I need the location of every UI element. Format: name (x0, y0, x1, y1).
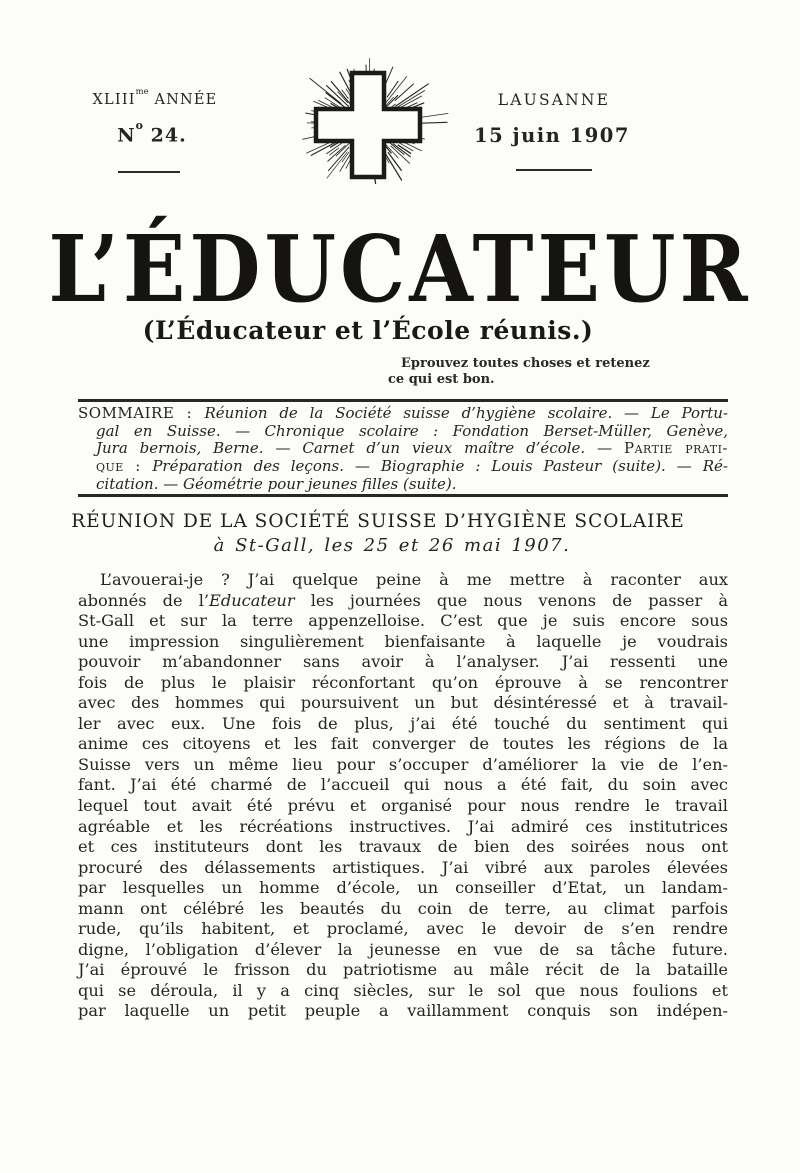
article-body-line: fant. J’ai été charmé de l’accueil qui nous a été fait, du soin avec (78, 775, 728, 795)
article-body-line: par laquelle un petit peuple a vaillamment conquis son indépen- (78, 1001, 728, 1021)
sommaire-line: gal en Suisse. — Chronique scolaire : Fondation Berset-Müller, Genève, (96, 421, 728, 440)
sommaire-block (78, 405, 728, 494)
sommaire-line: Jura bernois, Berne. — Carnet d’un vieux maître d’école. — Partie prati- (96, 439, 728, 458)
article-body-line: anime ces citoyens et les fait converger de toutes les régions de la (78, 734, 728, 754)
article-heading: RÉUNION DE LA SOCIÉTÉ SUISSE D’HYGIÈNE SCOLAIRE (71, 511, 685, 532)
article-body-line: lequel tout avait été prévu et organisé pour nous rendre le travail (78, 796, 728, 816)
sommaire-top-rule (78, 399, 728, 402)
article-body-line: abonnés de l’Educateur les journées que nous venons de passer à (78, 590, 728, 610)
issue-number (117, 119, 187, 147)
issue-date: 15 juin 1907 (474, 124, 630, 147)
article-body-line: ler avec eux. Une fois de plus, j’ai été touché du sentiment qui (78, 713, 728, 733)
article-body-line: mann ont célébré les beautés du coin de terre, au climat parfois (78, 898, 728, 918)
sommaire-line: que : Préparation des leçons. — Biographie : Louis Pasteur (suite). — Ré- (96, 457, 728, 476)
issue-letter: N (117, 124, 136, 147)
sunburst-cross-icon (278, 50, 458, 200)
issue-sup: o (135, 119, 144, 133)
article-body-line: Suisse vers un même lieu pour s’occuper d’améliorer la vie de l’en- (78, 754, 728, 774)
article-body-line: digne, l’obligation d’élever la jeunesse en vue de sa tâche future. (78, 939, 728, 959)
article-body-line: L’avouerai-je ? J’ai quelque peine à me mettre à raconter aux (100, 570, 728, 589)
article-body-line: agréable et les récréations instructives. J’ai admiré ces institutrices (78, 816, 728, 836)
sommaire-line: SOMMAIRE : Réunion de la Société suisse d’hygiène scolaire. — Le Portu- (78, 404, 728, 422)
article-body-line: et ces instituteurs dont les travaux de bien des soirées nous ont (78, 837, 728, 857)
article-body-line: pouvoir m’abandonner sans avoir à l’analyser. J’ai ressenti une (78, 652, 728, 672)
motto-line-2: ce qui est bon. (388, 372, 495, 387)
journal-title: L’ÉDUCATEUR (48, 216, 752, 324)
article-body-line: St-Gall et sur la terre appenzelloise. C’est que je suis encore sous (78, 611, 728, 631)
sommaire-bottom-rule (78, 494, 728, 497)
motto-line-1: Eprouvez toutes choses et retenez (401, 356, 650, 371)
article-body-line: avec des hommes qui poursuivent un but désintéressé et à travail- (78, 693, 728, 713)
volume-year-sup: me (135, 86, 149, 97)
article-body-line: rude, qu’ils habitent, et proclamé, avec le devoir de s’en rendre (78, 919, 728, 939)
volume-year-roman: XLIII (92, 91, 136, 108)
masthead-left-rule (118, 171, 180, 173)
article-body-line: par lesquelles un homme d’école, un conseiller d’Etat, un landam- (78, 878, 728, 898)
article-subheading: à St-Gall, les 25 et 26 mai 1907. (213, 535, 571, 556)
article-body (78, 570, 728, 1022)
issue-value: 24. (143, 124, 187, 147)
article-body-line: J’ai éprouvé le frisson du patriotisme au mâle récit de la bataille (78, 960, 728, 980)
article-body-line: une impression singulièrement bienfaisante à laquelle je voudrais (78, 631, 728, 651)
sommaire-line: citation. — Géométrie pour jeunes filles (suite). (96, 474, 457, 493)
article-body-line: procuré des délassements artistiques. J’ai vibré aux paroles élevées (78, 857, 728, 877)
article-body-line: qui se déroula, il y a cinq siècles, sur le sol que nous foulions et (78, 980, 728, 1000)
journal-subtitle: (L’Éducateur et l’École réunis.) (142, 316, 594, 345)
article-body-line: fois de plus le plaisir réconfortant qu’on éprouve à se rencontrer (78, 672, 728, 692)
volume-year-word: ANNÉE (148, 91, 218, 108)
masthead-right-rule (516, 169, 592, 171)
volume-year (92, 86, 218, 108)
place-name: LAUSANNE (497, 91, 611, 109)
